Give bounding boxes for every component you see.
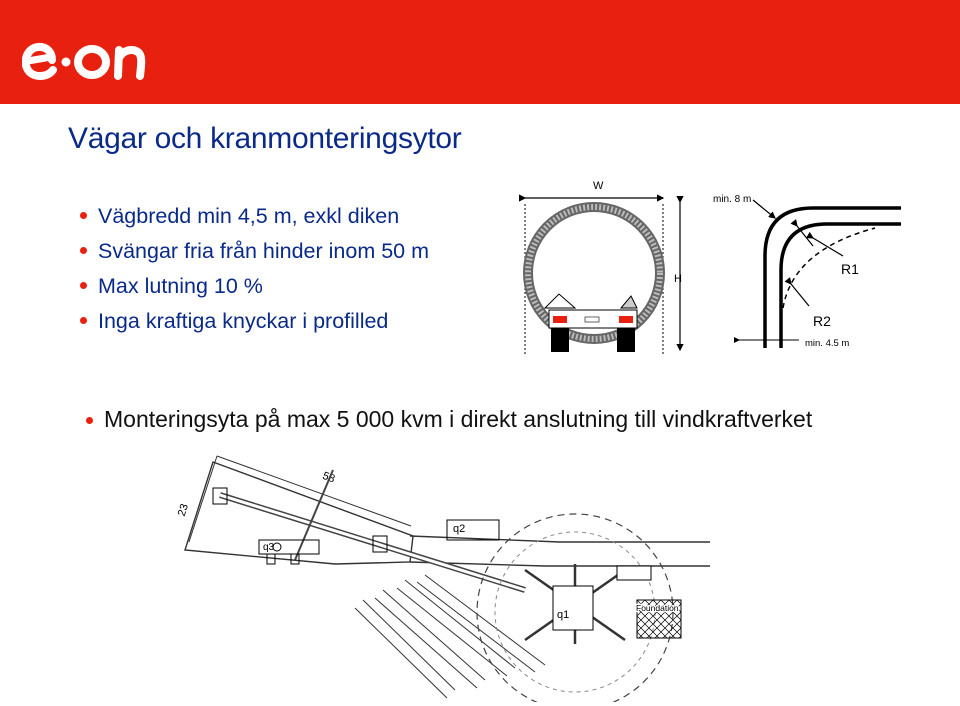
slide-title: Vägar och kranmonteringsytor [68,122,462,155]
q2-label: q2 [453,523,466,535]
q1-label: q1 [557,609,570,621]
min-45m-label: min. 4.5 m [805,338,850,349]
road-curve-diagram [705,188,905,353]
truck-cross-section-diagram [515,176,695,356]
foundation-label: Foundation [636,603,679,613]
bullet-road-width: Vägbredd min 4,5 m, exkl diken [80,202,429,237]
bullet-curves-clear: Svängar fria från hinder inom 50 m [80,237,429,272]
width-label: W [593,180,604,192]
bullet-max-slope: Max lutning 10 % [80,272,429,307]
dim-23-label: 23 [175,502,191,518]
assembly-area-bullet: Monteringsyta på max 5 000 kvm i direkt anslutning till vindkraftverket [86,406,812,433]
eon-logo [22,30,152,86]
min-8m-label: min. 8 m [713,194,752,205]
height-label: H [674,273,682,285]
r1-label: R1 [841,261,859,277]
assembly-site-plan [165,440,710,702]
requirements-list [80,202,429,342]
r2-label: R2 [813,313,831,329]
dim-58-label: 58 [320,469,337,486]
header-banner [0,0,960,104]
q3-label: q3 [263,542,275,553]
bullet-profile: Inga kraftiga knyckar i profilled [80,307,429,342]
